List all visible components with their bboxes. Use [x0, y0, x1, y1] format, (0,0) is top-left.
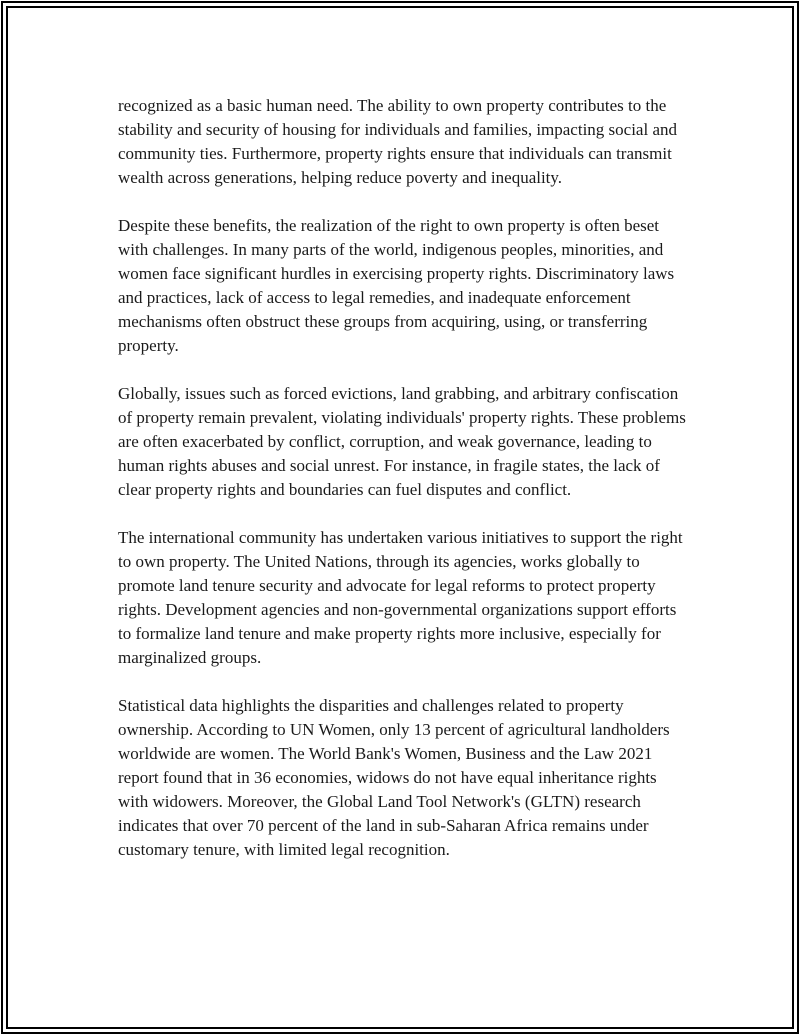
- paragraph-4: The international community has undertaken various initiatives to support the right to own property. The United Nations, through its agencies, works globally to promote land tenure security and advocate for legal reforms to protect property rights. Development agencies and non-governmental organizations support efforts to formalize land tenure and make property rights more inclusive, especially for marginalized groups.: [118, 528, 683, 667]
- paragraph-5: Statistical data highlights the disparities and challenges related to property ownership. According to UN Women, only 13 percent of agricultural landholders worldwide are women. The World Bank's Women, Business and the Law 2021 report found that in 36 economies, widows do not have equal inheritance rights with widowers. Moreover, the Global Land Tool Network's (GLTN) research indicates that over 70 percent of the land in sub-Saharan Africa remains under customary tenure, with limited legal recognition.: [118, 696, 670, 859]
- paragraph-1: recognized as a basic human need. The ability to own property contributes to the stability and security of housing for individuals and families, impacting social and community ties. Furthermore, property rights ensure that individuals can transmit wealth across generations, helping reduce poverty and inequality.: [118, 96, 677, 187]
- document-body: [118, 94, 688, 886]
- paragraph-2: Despite these benefits, the realization of the right to own property is often beset with challenges. In many parts of the world, indigenous peoples, minorities, and women face significant hurdles in exercising property rights. Discriminatory laws and practices, lack of access to legal remedies, and inadequate enforcement mechanisms often obstruct these groups from acquiring, using, or transferring property.: [118, 216, 675, 355]
- paragraph-3: Globally, issues such as forced evictions, land grabbing, and arbitrary confiscation of property remain prevalent, violating individuals' property rights. These problems are often exacerbated by conflict, corruption, and weak governance, leading to human rights abuses and social unrest. For instance, in fragile states, the lack of clear property rights and boundaries can fuel disputes and conflict.: [118, 384, 686, 499]
